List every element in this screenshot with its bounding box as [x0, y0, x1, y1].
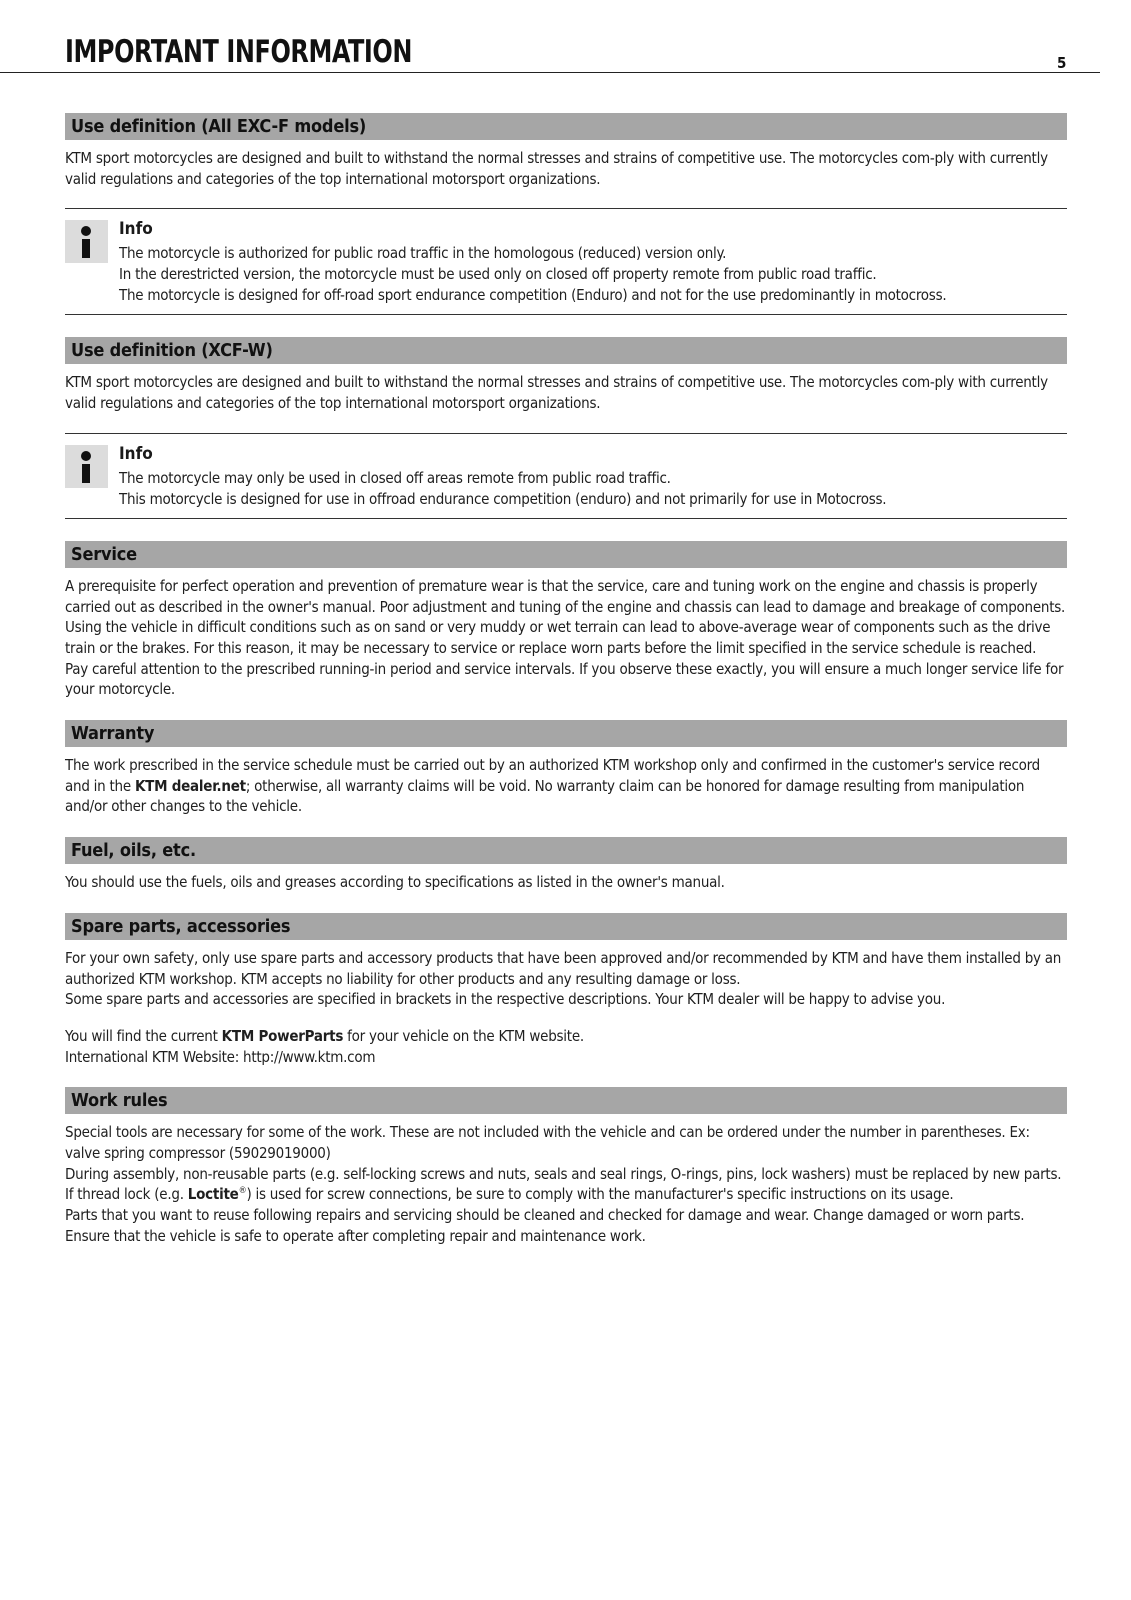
info-box	[65, 433, 1067, 519]
paragraph: If thread lock (e.g. Loctite®) is used for screw connections, be sure to comply with the manufacturer's specific instructions on its usage.	[65, 1185, 954, 1204]
website-line: International KTM Website: http://www.ktm.com	[65, 1047, 376, 1066]
info-title: Info	[119, 443, 153, 464]
paragraph: You will find the current KTM PowerParts for your vehicle on the KTM website.	[65, 1026, 584, 1045]
ktm-powerparts: KTM PowerParts	[221, 1026, 344, 1045]
info-line: This motorcycle is designed for use in offroad endurance competition (enduro) and not primarily for use in Motocross.	[119, 489, 887, 508]
paragraph: During assembly, non-reusable parts (e.g. self-locking screws and nuts, seals and seal rings, O-rings, pins, lock washers) must be replaced by new parts.	[65, 1164, 1062, 1183]
paragraph: KTM sport motorcycles are designed and built to withstand the normal stresses and strains of competitive use. The motorcycles com-ply with currently valid regulations and categories of the top international motorsport organizations.	[65, 149, 1048, 188]
section-heading: Fuel, oils, etc.	[65, 837, 1067, 864]
section-service	[65, 541, 1067, 700]
paragraph: Ensure that the vehicle is safe to operate after completing repair and maintenance work.	[65, 1226, 646, 1245]
info-line: The motorcycle is authorized for public road traffic in the homologous (reduced) version only.	[119, 244, 727, 263]
paragraph: For your own safety, only use spare parts and accessory products that have been approved and/or recommended by KTM and have them installed by an authorized KTM workshop. KTM accepts no liability for other products and any resulting damage or loss.	[65, 948, 1062, 988]
paragraph: The work prescribed in the service schedule must be carried out by an authorized KTM workshop only and confirmed in the customer's service record and in the KTM dealer.net; otherwise, all warranty claims will be void. No warranty claim can be honored for damage resulting from manipulation and/or other changes to the vehicle.	[65, 756, 1041, 816]
paragraph: Using the vehicle in difficult conditions such as on sand or very muddy or wet terrain can lead to above-average wear of components such as the drive train or the brakes. For this reason, it may be necessary to service or replace worn parts before the limit specified in the service schedule is reached.	[65, 618, 1051, 657]
section-heading: Spare parts, accessories	[65, 913, 1067, 940]
section-use-definition-exc	[65, 113, 1067, 315]
section-heading: Service	[65, 541, 1067, 568]
paragraph: A prerequisite for perfect operation and prevention of premature wear is that the service, care and tuning work on the engine and chassis is properly carried out as described in the owner's manual. Poor adjustment and tuning of the engine and chassis can lead to damage and breakage of components.	[65, 576, 1066, 616]
paragraph: Some spare parts and accessories are specified in brackets in the respective descriptions. Your KTM dealer will be happy to advise you.	[65, 990, 946, 1009]
paragraph: Special tools are necessary for some of the work. These are not included with the vehicle and can be ordered under the number in parentheses. Ex: valve spring compressor (59029019000)	[65, 1123, 1030, 1163]
page-number: 5	[1057, 54, 1067, 72]
page-content	[65, 113, 1067, 1267]
loctite: Loctite	[187, 1185, 239, 1204]
info-title: Info	[119, 219, 153, 240]
info-line: In the derestricted version, the motorcycle must be used only on closed off property remote from public road traffic.	[119, 265, 877, 284]
section-heading: Work rules	[65, 1087, 1067, 1114]
paragraph: Pay careful attention to the prescribed running-in period and service intervals. If you observe these exactly, you will ensure a much longer service life for your motorcycle.	[65, 659, 1064, 699]
info-line: The motorcycle is designed for off-road sport endurance competition (Enduro) and not for the use predominantly in motocross.	[119, 286, 947, 305]
paragraph: You should use the fuels, oils and greases according to specifications as listed in the owner's manual.	[65, 873, 725, 892]
page-title: IMPORTANT INFORMATION	[65, 34, 412, 70]
info-icon	[65, 220, 108, 263]
section-use-definition-xcf	[65, 337, 1067, 518]
info-line: The motorcycle may only be used in closed off areas remote from public road traffic.	[119, 468, 671, 487]
ktm-dealer-net: KTM dealer.net	[134, 776, 246, 795]
section-heading: Use definition (XCF-W)	[65, 337, 1067, 364]
section-heading: Use definition (All EXC-F models)	[65, 113, 1067, 140]
section-spare-parts	[65, 913, 1067, 1068]
info-icon	[65, 445, 108, 488]
section-fuel	[65, 837, 1067, 893]
section-heading: Warranty	[65, 720, 1067, 747]
section-warranty	[65, 720, 1067, 817]
section-work-rules	[65, 1087, 1067, 1246]
paragraph: KTM sport motorcycles are designed and built to withstand the normal stresses and strains of competitive use. The motorcycles com-ply with currently valid regulations and categories of the top international motorsport organizations.	[65, 373, 1048, 413]
page-header	[0, 0, 1100, 73]
info-box	[65, 208, 1067, 315]
paragraph: Parts that you want to reuse following repairs and servicing should be cleaned and checked for damage and wear. Change damaged or worn parts.	[65, 1206, 1025, 1225]
